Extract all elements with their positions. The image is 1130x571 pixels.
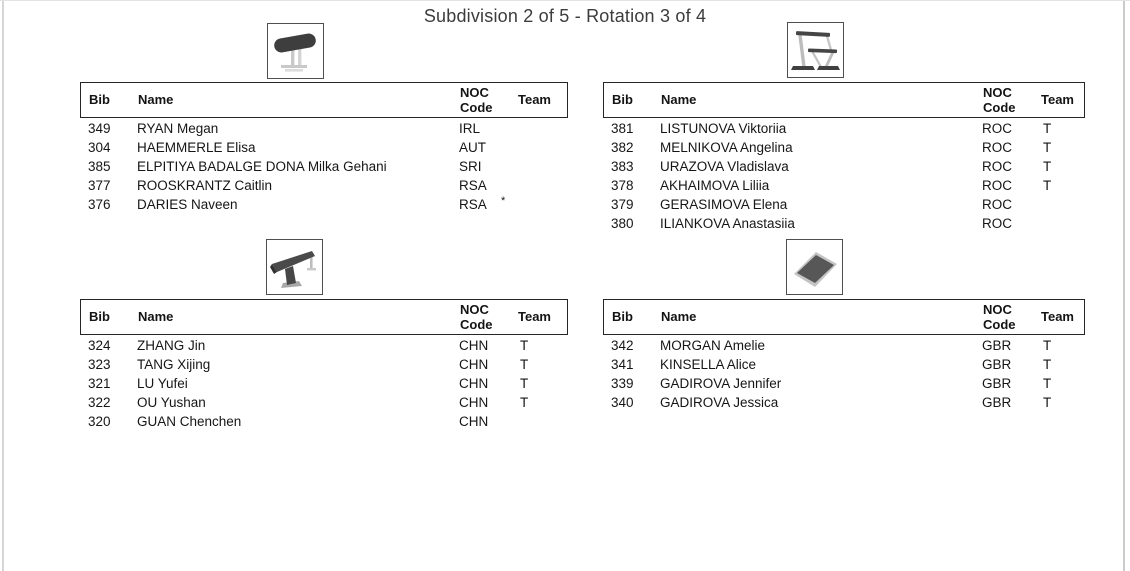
column-header-bib: Bib: [89, 309, 110, 324]
gymnast-name-cell: MELNIKOVA Angelina: [660, 140, 793, 155]
bib-cell: 381: [611, 121, 634, 136]
noc-code-cell: ROC: [982, 121, 1012, 136]
balance-beam-apparatus-box: [266, 239, 323, 295]
gymnast-name-cell: URAZOVA Vladislava: [660, 159, 789, 174]
gymnast-row: [603, 176, 1085, 195]
noc-code-cell: RSA: [459, 178, 487, 193]
noc-code-cell: GBR: [982, 357, 1012, 372]
page-left-edge-divider: [2, 1, 4, 571]
table-rows: [603, 336, 1085, 412]
bib-cell: 376: [88, 197, 111, 212]
bib-cell: 322: [88, 395, 111, 410]
gymnast-row: [80, 355, 568, 374]
floor-icon: [790, 243, 840, 291]
noc-code-cell: ROC: [982, 197, 1012, 212]
bib-cell: 304: [88, 140, 111, 155]
page-right-edge-divider: [1123, 1, 1125, 571]
team-flag-cell: T: [1043, 159, 1052, 174]
table-rows: [80, 119, 568, 214]
bib-cell: 320: [88, 414, 111, 429]
noc-header-line2: Code: [460, 317, 493, 332]
bib-cell: 341: [611, 357, 634, 372]
table-header: [603, 82, 1085, 118]
noc-code-cell: CHN: [459, 357, 489, 372]
gymnast-row: [80, 119, 568, 138]
gymnast-name-cell: ZHANG Jin: [137, 338, 206, 353]
team-flag-cell: T: [520, 357, 529, 372]
bib-cell: 340: [611, 395, 634, 410]
noc-code-cell: CHN: [459, 395, 489, 410]
gymnast-row: [80, 412, 568, 431]
noc-code-cell: SRI: [459, 159, 482, 174]
column-header-name: Name: [661, 309, 697, 324]
balance-beam-icon: [270, 243, 320, 291]
column-header-noc-code: [983, 302, 1016, 332]
noc-header-line1: NOC: [983, 302, 1012, 317]
gymnast-name-cell: KINSELLA Alice: [660, 357, 757, 372]
gymnast-name-cell: HAEMMERLE Elisa: [137, 140, 256, 155]
bib-cell: 382: [611, 140, 634, 155]
column-header-noc-code: [460, 302, 493, 332]
noc-code-cell: IRL: [459, 121, 481, 136]
start-list-table-uneven-bars: [603, 82, 1085, 233]
noc-header-line2: Code: [460, 100, 493, 115]
noc-code-cell: CHN: [459, 414, 489, 429]
gymnast-name-cell: MORGAN Amelie: [660, 338, 766, 353]
column-header-name: Name: [138, 309, 174, 324]
noc-code-cell: GBR: [982, 395, 1012, 410]
bib-cell: 385: [88, 159, 111, 174]
gymnast-name-cell: OU Yushan: [137, 395, 206, 410]
noc-code-cell: ROC: [982, 140, 1012, 155]
gymnast-name-cell: GUAN Chenchen: [137, 414, 242, 429]
gymnast-name-cell: GERASIMOVA Elena: [660, 197, 788, 212]
team-flag-cell: T: [520, 338, 529, 353]
noc-header-line1: NOC: [460, 85, 489, 100]
gymnast-row: [80, 374, 568, 393]
gymnast-name-cell: LU Yufei: [137, 376, 188, 391]
table-rows: [603, 119, 1085, 233]
gymnast-name-cell: ROOSKRANTZ Caitlin: [137, 178, 273, 193]
page-title: Subdivision 2 of 5 - Rotation 3 of 4: [423, 6, 707, 26]
gymnast-row: [80, 157, 568, 176]
bib-cell: 349: [88, 121, 111, 136]
gymnast-name-cell: DARIES Naveen: [137, 197, 238, 212]
noc-code-cell: ROC: [982, 159, 1012, 174]
column-header-team: Team: [1041, 309, 1074, 324]
team-flag-cell: T: [1043, 140, 1052, 155]
gymnast-row: [80, 195, 568, 214]
table-rows: [80, 336, 568, 431]
gymnast-row: [80, 393, 568, 412]
noc-note-asterisk: *: [501, 195, 506, 207]
gymnast-name-cell: ELPITIYA BADALGE DONA Milka Gehani: [137, 159, 387, 174]
gymnast-row: [80, 176, 568, 195]
gymnast-name-cell: GADIROVA Jessica: [660, 395, 779, 410]
bib-cell: 379: [611, 197, 634, 212]
team-flag-cell: T: [520, 376, 529, 391]
table-header: [80, 299, 568, 335]
bib-cell: 321: [88, 376, 111, 391]
column-header-name: Name: [661, 92, 697, 107]
noc-code-cell: CHN: [459, 338, 489, 353]
gymnast-name-cell: ILIANKOVA Anastasiia: [660, 216, 795, 231]
gymnast-row: [603, 138, 1085, 157]
start-list-table-floor: [603, 299, 1085, 412]
column-header-bib: Bib: [612, 92, 633, 107]
floor-mat-apparatus-box: [786, 239, 843, 295]
bib-cell: 323: [88, 357, 111, 372]
bib-cell: 339: [611, 376, 634, 391]
noc-code-cell: AUT: [459, 140, 486, 155]
table-header: [603, 299, 1085, 335]
bib-cell: 380: [611, 216, 634, 231]
team-flag-cell: T: [1043, 338, 1052, 353]
bib-cell: 378: [611, 178, 634, 193]
noc-header-line1: NOC: [460, 302, 489, 317]
gymnast-name-cell: TANG Xijing: [137, 357, 211, 372]
team-flag-cell: T: [1043, 121, 1052, 136]
column-header-name: Name: [138, 92, 174, 107]
column-header-team: Team: [1041, 92, 1074, 107]
bib-cell: 383: [611, 159, 634, 174]
gymnast-row: [603, 393, 1085, 412]
vault-icon: [271, 27, 320, 75]
uneven-bars-apparatus-box: [787, 22, 844, 78]
gymnast-row: [603, 336, 1085, 355]
gymnast-row: [603, 195, 1085, 214]
gymnast-name-cell: RYAN Megan: [137, 121, 219, 136]
gymnast-row: [603, 374, 1085, 393]
column-header-bib: Bib: [612, 309, 633, 324]
bib-cell: 324: [88, 338, 111, 353]
gymnast-row: [80, 336, 568, 355]
noc-code-cell: ROC: [982, 216, 1012, 231]
gymnast-name-cell: GADIROVA Jennifer: [660, 376, 782, 391]
noc-header-line2: Code: [983, 100, 1016, 115]
gymnast-row: [603, 119, 1085, 138]
table-header: [80, 82, 568, 118]
uneven-bars-icon: [791, 26, 840, 74]
gymnast-row: [603, 355, 1085, 374]
noc-header-line1: NOC: [983, 85, 1012, 100]
start-list-table-balance-beam: [80, 299, 568, 431]
vault-apparatus-box: [267, 23, 324, 79]
column-header-team: Team: [518, 309, 551, 324]
noc-header-line2: Code: [983, 317, 1016, 332]
team-flag-cell: T: [1043, 357, 1052, 372]
bib-cell: 377: [88, 178, 111, 193]
gymnast-row: [603, 214, 1085, 233]
column-header-bib: Bib: [89, 92, 110, 107]
gymnast-name-cell: LISTUNOVA Viktoriia: [660, 121, 787, 136]
team-flag-cell: T: [520, 395, 529, 410]
column-header-team: Team: [518, 92, 551, 107]
gymnast-name-cell: AKHAIMOVA Liliia: [660, 178, 770, 193]
gymnast-row: [80, 138, 568, 157]
column-header-noc-code: [983, 85, 1016, 115]
noc-code-cell: RSA: [459, 197, 487, 212]
start-list-table-vault: [80, 82, 568, 214]
noc-code-cell: GBR: [982, 338, 1012, 353]
team-flag-cell: T: [1043, 395, 1052, 410]
bib-cell: 342: [611, 338, 634, 353]
team-flag-cell: T: [1043, 178, 1052, 193]
column-header-noc-code: [460, 85, 493, 115]
noc-code-cell: GBR: [982, 376, 1012, 391]
noc-code-cell: ROC: [982, 178, 1012, 193]
gymnast-row: [603, 157, 1085, 176]
team-flag-cell: T: [1043, 376, 1052, 391]
noc-code-cell: CHN: [459, 376, 489, 391]
